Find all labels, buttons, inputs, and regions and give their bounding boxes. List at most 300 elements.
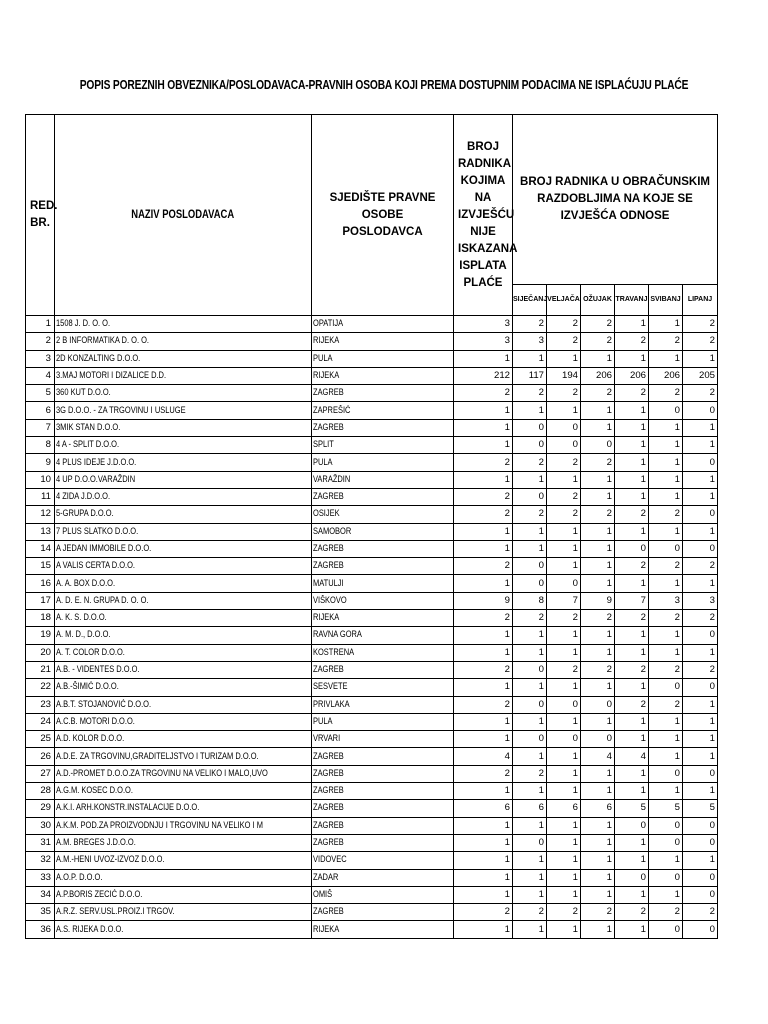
cell-svibanj: 0 bbox=[649, 869, 683, 886]
cell-sijecanj: 1 bbox=[513, 644, 547, 661]
cell-veljaca: 2 bbox=[547, 316, 581, 333]
cell-broj: 2 bbox=[454, 661, 513, 678]
cell-sijecanj: 2 bbox=[513, 316, 547, 333]
cell-broj: 1 bbox=[454, 627, 513, 644]
cell-broj: 1 bbox=[454, 713, 513, 730]
cell-ozujak: 1 bbox=[581, 558, 615, 575]
cell-ozujak: 1 bbox=[581, 523, 615, 540]
cell-red-br: 18 bbox=[26, 610, 55, 627]
cell-naziv: 2D KONZALTING D.O.O. bbox=[55, 350, 312, 367]
cell-ozujak: 206 bbox=[581, 367, 615, 384]
cell-travanj: 1 bbox=[615, 921, 649, 938]
cell-veljaca: 1 bbox=[547, 817, 581, 834]
cell-ozujak: 1 bbox=[581, 852, 615, 869]
cell-lipanj: 1 bbox=[683, 523, 718, 540]
cell-ozujak: 1 bbox=[581, 419, 615, 436]
cell-naziv: 1508 J. D. O. O. bbox=[55, 316, 312, 333]
cell-red-br: 1 bbox=[26, 316, 55, 333]
cell-ozujak: 1 bbox=[581, 679, 615, 696]
cell-lipanj: 1 bbox=[683, 852, 718, 869]
cell-ozujak: 2 bbox=[581, 904, 615, 921]
cell-veljaca: 0 bbox=[547, 419, 581, 436]
cell-veljaca: 1 bbox=[547, 921, 581, 938]
cell-sjediste: PULA bbox=[312, 454, 454, 471]
cell-lipanj: 2 bbox=[683, 904, 718, 921]
cell-travanj: 1 bbox=[615, 471, 649, 488]
table-row bbox=[26, 921, 718, 938]
cell-broj: 1 bbox=[454, 644, 513, 661]
cell-broj: 1 bbox=[454, 575, 513, 592]
cell-lipanj: 1 bbox=[683, 419, 718, 436]
cell-naziv: A.M.-HENI UVOZ-IZVOZ D.O.O. bbox=[55, 852, 312, 869]
cell-lipanj: 1 bbox=[683, 488, 718, 505]
cell-ozujak: 4 bbox=[581, 748, 615, 765]
cell-sjediste: RIJEKA bbox=[312, 333, 454, 350]
header-razdoblja: BROJ RADNIKA U OBRAČUNSKIM RAZDOBLJIMA NA KOJE SE IZVJEŠĆA ODNOSE bbox=[513, 115, 718, 285]
cell-red-br: 8 bbox=[26, 437, 55, 454]
page-title: POPIS POREZNIH OBVEZNIKA/POSLODAVACA-PRAVNIH OSOBA KOJI PREMA DOSTUPNIM PODACIMA NE ISPLAĆUJU PLAĆE bbox=[79, 78, 689, 92]
cell-sjediste: OSIJEK bbox=[312, 506, 454, 523]
header-month-lipanj: LIPANJ bbox=[683, 284, 718, 315]
cell-travanj: 0 bbox=[615, 540, 649, 557]
cell-lipanj: 2 bbox=[683, 558, 718, 575]
cell-naziv: 4 A - SPLIT D.O.O. bbox=[55, 437, 312, 454]
cell-veljaca: 1 bbox=[547, 644, 581, 661]
cell-sjediste: ZAGREB bbox=[312, 748, 454, 765]
cell-lipanj: 205 bbox=[683, 367, 718, 384]
cell-svibanj: 1 bbox=[649, 713, 683, 730]
cell-red-br: 20 bbox=[26, 644, 55, 661]
cell-red-br: 36 bbox=[26, 921, 55, 938]
cell-travanj: 2 bbox=[615, 696, 649, 713]
cell-red-br: 19 bbox=[26, 627, 55, 644]
cell-sjediste: ZAGREB bbox=[312, 661, 454, 678]
cell-broj: 1 bbox=[454, 402, 513, 419]
cell-red-br: 15 bbox=[26, 558, 55, 575]
cell-sjediste: RIJEKA bbox=[312, 921, 454, 938]
cell-sijecanj: 0 bbox=[513, 661, 547, 678]
cell-broj: 4 bbox=[454, 748, 513, 765]
cell-ozujak: 2 bbox=[581, 316, 615, 333]
cell-travanj: 1 bbox=[615, 765, 649, 782]
header-month-svibanj: SVIBANJ bbox=[649, 284, 683, 315]
cell-travanj: 1 bbox=[615, 575, 649, 592]
cell-naziv: A.K.I. ARH.KONSTR.INSTALACIJE D.O.O. bbox=[55, 800, 312, 817]
cell-svibanj: 1 bbox=[649, 437, 683, 454]
cell-red-br: 12 bbox=[26, 506, 55, 523]
cell-sijecanj: 1 bbox=[513, 869, 547, 886]
cell-ozujak: 1 bbox=[581, 783, 615, 800]
cell-ozujak: 9 bbox=[581, 592, 615, 609]
cell-lipanj: 0 bbox=[683, 506, 718, 523]
cell-broj: 1 bbox=[454, 523, 513, 540]
cell-veljaca: 1 bbox=[547, 783, 581, 800]
cell-naziv: 5-GRUPA D.O.O. bbox=[55, 506, 312, 523]
cell-travanj: 4 bbox=[615, 748, 649, 765]
cell-broj: 2 bbox=[454, 454, 513, 471]
cell-sjediste: RAVNA GORA bbox=[312, 627, 454, 644]
cell-svibanj: 206 bbox=[649, 367, 683, 384]
cell-sjediste: ZAGREB bbox=[312, 385, 454, 402]
cell-lipanj: 0 bbox=[683, 627, 718, 644]
table-row bbox=[26, 454, 718, 471]
cell-svibanj: 2 bbox=[649, 696, 683, 713]
cell-naziv: A.P.BORIS ZECIĆ D.O.O. bbox=[55, 886, 312, 903]
cell-svibanj: 1 bbox=[649, 350, 683, 367]
cell-travanj: 1 bbox=[615, 644, 649, 661]
cell-red-br: 2 bbox=[26, 333, 55, 350]
cell-sjediste: ZAPREŠIĆ bbox=[312, 402, 454, 419]
cell-naziv: 3.MAJ MOTORI I DIZALICE D.D. bbox=[55, 367, 312, 384]
cell-naziv: A. T. COLOR D.O.O. bbox=[55, 644, 312, 661]
cell-lipanj: 0 bbox=[683, 540, 718, 557]
cell-lipanj: 0 bbox=[683, 886, 718, 903]
cell-ozujak: 2 bbox=[581, 506, 615, 523]
cell-lipanj: 1 bbox=[683, 783, 718, 800]
cell-lipanj: 2 bbox=[683, 661, 718, 678]
cell-ozujak: 2 bbox=[581, 610, 615, 627]
cell-ozujak: 1 bbox=[581, 402, 615, 419]
cell-broj: 3 bbox=[454, 333, 513, 350]
cell-naziv: 7 PLUS SLATKO D.O.O. bbox=[55, 523, 312, 540]
cell-naziv: A.M. BREGES J.D.O.O. bbox=[55, 834, 312, 851]
cell-red-br: 9 bbox=[26, 454, 55, 471]
cell-sjediste: ZAGREB bbox=[312, 540, 454, 557]
cell-veljaca: 0 bbox=[547, 696, 581, 713]
cell-svibanj: 1 bbox=[649, 488, 683, 505]
table-row bbox=[26, 869, 718, 886]
cell-broj: 1 bbox=[454, 679, 513, 696]
cell-red-br: 3 bbox=[26, 350, 55, 367]
table-row bbox=[26, 385, 718, 402]
cell-broj: 2 bbox=[454, 765, 513, 782]
table-row bbox=[26, 333, 718, 350]
cell-travanj: 206 bbox=[615, 367, 649, 384]
cell-naziv: A VALIS CERTA D.O.O. bbox=[55, 558, 312, 575]
cell-travanj: 1 bbox=[615, 852, 649, 869]
cell-travanj: 1 bbox=[615, 402, 649, 419]
cell-svibanj: 1 bbox=[649, 783, 683, 800]
table-row bbox=[26, 713, 718, 730]
cell-red-br: 22 bbox=[26, 679, 55, 696]
cell-naziv: 3G D.O.O. - ZA TRGOVINU I USLUGE bbox=[55, 402, 312, 419]
header-red-br: RED. BR. bbox=[26, 115, 55, 316]
table-row bbox=[26, 558, 718, 575]
cell-sijecanj: 6 bbox=[513, 800, 547, 817]
cell-broj: 1 bbox=[454, 540, 513, 557]
cell-veljaca: 2 bbox=[547, 454, 581, 471]
cell-svibanj: 1 bbox=[649, 471, 683, 488]
cell-sjediste: VIDOVEC bbox=[312, 852, 454, 869]
cell-lipanj: 0 bbox=[683, 869, 718, 886]
cell-broj: 1 bbox=[454, 419, 513, 436]
cell-broj: 2 bbox=[454, 610, 513, 627]
cell-svibanj: 2 bbox=[649, 506, 683, 523]
cell-sijecanj: 1 bbox=[513, 886, 547, 903]
cell-svibanj: 2 bbox=[649, 558, 683, 575]
cell-ozujak: 2 bbox=[581, 661, 615, 678]
table-row bbox=[26, 679, 718, 696]
cell-lipanj: 1 bbox=[683, 350, 718, 367]
table-row bbox=[26, 419, 718, 436]
table-row bbox=[26, 350, 718, 367]
cell-ozujak: 1 bbox=[581, 765, 615, 782]
cell-broj: 1 bbox=[454, 834, 513, 851]
cell-lipanj: 2 bbox=[683, 316, 718, 333]
cell-sjediste: OMIŠ bbox=[312, 886, 454, 903]
cell-sijecanj: 8 bbox=[513, 592, 547, 609]
cell-travanj: 2 bbox=[615, 610, 649, 627]
cell-travanj: 2 bbox=[615, 904, 649, 921]
header-naziv: NAZIV POSLODAVACA bbox=[55, 115, 312, 316]
cell-sjediste: PULA bbox=[312, 713, 454, 730]
cell-sjediste: RIJEKA bbox=[312, 367, 454, 384]
cell-lipanj: 5 bbox=[683, 800, 718, 817]
cell-ozujak: 1 bbox=[581, 817, 615, 834]
cell-sjediste: ZAGREB bbox=[312, 834, 454, 851]
cell-ozujak: 1 bbox=[581, 488, 615, 505]
cell-red-br: 25 bbox=[26, 731, 55, 748]
cell-travanj: 1 bbox=[615, 679, 649, 696]
cell-sjediste: ZAGREB bbox=[312, 783, 454, 800]
cell-svibanj: 0 bbox=[649, 921, 683, 938]
cell-veljaca: 194 bbox=[547, 367, 581, 384]
cell-veljaca: 1 bbox=[547, 852, 581, 869]
cell-lipanj: 0 bbox=[683, 679, 718, 696]
cell-veljaca: 1 bbox=[547, 748, 581, 765]
cell-broj: 2 bbox=[454, 488, 513, 505]
cell-travanj: 1 bbox=[615, 454, 649, 471]
cell-svibanj: 1 bbox=[649, 454, 683, 471]
cell-broj: 1 bbox=[454, 886, 513, 903]
cell-svibanj: 2 bbox=[649, 610, 683, 627]
cell-veljaca: 1 bbox=[547, 765, 581, 782]
cell-sijecanj: 0 bbox=[513, 419, 547, 436]
cell-naziv: A.R.Z. SERV.USL.PROIZ.I TRGOV. bbox=[55, 904, 312, 921]
cell-broj: 2 bbox=[454, 385, 513, 402]
cell-sijecanj: 1 bbox=[513, 679, 547, 696]
cell-lipanj: 1 bbox=[683, 748, 718, 765]
cell-red-br: 28 bbox=[26, 783, 55, 800]
cell-ozujak: 0 bbox=[581, 731, 615, 748]
cell-ozujak: 1 bbox=[581, 921, 615, 938]
cell-sijecanj: 0 bbox=[513, 575, 547, 592]
cell-veljaca: 2 bbox=[547, 661, 581, 678]
cell-naziv: A.S. RIJEKA D.O.O. bbox=[55, 921, 312, 938]
cell-travanj: 7 bbox=[615, 592, 649, 609]
cell-svibanj: 1 bbox=[649, 523, 683, 540]
cell-red-br: 34 bbox=[26, 886, 55, 903]
cell-svibanj: 1 bbox=[649, 886, 683, 903]
table-row bbox=[26, 800, 718, 817]
cell-red-br: 27 bbox=[26, 765, 55, 782]
cell-broj: 1 bbox=[454, 731, 513, 748]
cell-sjediste: RIJEKA bbox=[312, 610, 454, 627]
cell-sijecanj: 1 bbox=[513, 852, 547, 869]
table-row bbox=[26, 402, 718, 419]
cell-veljaca: 1 bbox=[547, 834, 581, 851]
table-row bbox=[26, 540, 718, 557]
cell-naziv: A.B.T. STOJANOVIĆ D.O.O. bbox=[55, 696, 312, 713]
cell-sijecanj: 117 bbox=[513, 367, 547, 384]
cell-travanj: 2 bbox=[615, 506, 649, 523]
cell-broj: 1 bbox=[454, 783, 513, 800]
cell-red-br: 23 bbox=[26, 696, 55, 713]
header-month-ozujak: OŽUJAK bbox=[581, 284, 615, 315]
cell-naziv: 3MIK STAN D.O.O. bbox=[55, 419, 312, 436]
cell-ozujak: 2 bbox=[581, 385, 615, 402]
cell-travanj: 1 bbox=[615, 350, 649, 367]
cell-broj: 2 bbox=[454, 904, 513, 921]
cell-ozujak: 1 bbox=[581, 834, 615, 851]
cell-veljaca: 1 bbox=[547, 869, 581, 886]
table-row bbox=[26, 627, 718, 644]
cell-ozujak: 1 bbox=[581, 540, 615, 557]
cell-naziv: A.O.P. D.O.O. bbox=[55, 869, 312, 886]
table-body bbox=[26, 316, 718, 939]
cell-sjediste: ZAGREB bbox=[312, 765, 454, 782]
cell-lipanj: 1 bbox=[683, 471, 718, 488]
cell-naziv: A. D. E. N. GRUPA D. O. O. bbox=[55, 592, 312, 609]
cell-lipanj: 0 bbox=[683, 765, 718, 782]
cell-ozujak: 0 bbox=[581, 696, 615, 713]
cell-svibanj: 2 bbox=[649, 904, 683, 921]
cell-red-br: 16 bbox=[26, 575, 55, 592]
cell-sjediste: VARAŽDIN bbox=[312, 471, 454, 488]
cell-travanj: 1 bbox=[615, 488, 649, 505]
cell-naziv: 4 PLUS IDEJE J.D.O.O. bbox=[55, 454, 312, 471]
cell-sijecanj: 1 bbox=[513, 817, 547, 834]
cell-svibanj: 0 bbox=[649, 817, 683, 834]
cell-broj: 1 bbox=[454, 817, 513, 834]
cell-red-br: 35 bbox=[26, 904, 55, 921]
table-row bbox=[26, 610, 718, 627]
cell-svibanj: 1 bbox=[649, 731, 683, 748]
cell-travanj: 5 bbox=[615, 800, 649, 817]
cell-svibanj: 0 bbox=[649, 679, 683, 696]
table-row bbox=[26, 506, 718, 523]
cell-ozujak: 6 bbox=[581, 800, 615, 817]
cell-naziv: A.D.-PROMET D.O.O.ZA TRGOVINU NA VELIKO I MALO,UVO bbox=[55, 765, 312, 782]
cell-naziv: A. A. BOX D.O.O. bbox=[55, 575, 312, 592]
table-row bbox=[26, 592, 718, 609]
cell-travanj: 0 bbox=[615, 869, 649, 886]
cell-broj: 2 bbox=[454, 558, 513, 575]
table-row bbox=[26, 661, 718, 678]
cell-sjediste: ZAGREB bbox=[312, 558, 454, 575]
cell-ozujak: 1 bbox=[581, 575, 615, 592]
table-row bbox=[26, 575, 718, 592]
table-row bbox=[26, 523, 718, 540]
employers-table bbox=[25, 114, 718, 939]
cell-ozujak: 1 bbox=[581, 886, 615, 903]
cell-veljaca: 7 bbox=[547, 592, 581, 609]
header-broj-radnika: BROJ RADNIKA KOJIMA NA IZVJEŠĆU NIJE ISKAZANA ISPLATA PLAĆE bbox=[454, 115, 513, 316]
cell-ozujak: 0 bbox=[581, 437, 615, 454]
cell-lipanj: 2 bbox=[683, 385, 718, 402]
cell-svibanj: 5 bbox=[649, 800, 683, 817]
cell-sijecanj: 1 bbox=[513, 748, 547, 765]
cell-sijecanj: 0 bbox=[513, 834, 547, 851]
cell-travanj: 2 bbox=[615, 385, 649, 402]
cell-naziv: A.K.M. POD.ZA PROIZVODNJU I TRGOVINU NA VELIKO I M bbox=[55, 817, 312, 834]
cell-lipanj: 1 bbox=[683, 713, 718, 730]
cell-travanj: 1 bbox=[615, 419, 649, 436]
cell-veljaca: 0 bbox=[547, 731, 581, 748]
cell-naziv: 4 ZIDA J.D.O.O. bbox=[55, 488, 312, 505]
cell-veljaca: 1 bbox=[547, 523, 581, 540]
cell-naziv: A.D.E. ZA TRGOVINU,GRADITELJSTVO I TURIZAM D.O.O. bbox=[55, 748, 312, 765]
cell-sijecanj: 0 bbox=[513, 488, 547, 505]
cell-veljaca: 1 bbox=[547, 471, 581, 488]
cell-travanj: 1 bbox=[615, 627, 649, 644]
table-row bbox=[26, 748, 718, 765]
cell-veljaca: 1 bbox=[547, 713, 581, 730]
cell-red-br: 26 bbox=[26, 748, 55, 765]
cell-lipanj: 0 bbox=[683, 817, 718, 834]
cell-veljaca: 6 bbox=[547, 800, 581, 817]
cell-sjediste: ZAGREB bbox=[312, 488, 454, 505]
cell-travanj: 1 bbox=[615, 713, 649, 730]
cell-broj: 1 bbox=[454, 437, 513, 454]
cell-veljaca: 1 bbox=[547, 627, 581, 644]
cell-red-br: 31 bbox=[26, 834, 55, 851]
cell-sijecanj: 1 bbox=[513, 402, 547, 419]
cell-svibanj: 3 bbox=[649, 592, 683, 609]
cell-broj: 3 bbox=[454, 316, 513, 333]
cell-svibanj: 2 bbox=[649, 333, 683, 350]
cell-travanj: 1 bbox=[615, 731, 649, 748]
table-row bbox=[26, 852, 718, 869]
cell-svibanj: 2 bbox=[649, 661, 683, 678]
cell-sijecanj: 1 bbox=[513, 523, 547, 540]
header-month-travanj: TRAVANJ bbox=[615, 284, 649, 315]
cell-svibanj: 1 bbox=[649, 627, 683, 644]
cell-svibanj: 1 bbox=[649, 575, 683, 592]
cell-veljaca: 1 bbox=[547, 540, 581, 557]
cell-red-br: 30 bbox=[26, 817, 55, 834]
table-row bbox=[26, 316, 718, 333]
cell-ozujak: 1 bbox=[581, 471, 615, 488]
cell-naziv: A.B. - VIDENTES D.O.O. bbox=[55, 661, 312, 678]
cell-red-br: 11 bbox=[26, 488, 55, 505]
cell-sjediste: VIŠKOVO bbox=[312, 592, 454, 609]
cell-svibanj: 0 bbox=[649, 402, 683, 419]
cell-broj: 212 bbox=[454, 367, 513, 384]
cell-red-br: 7 bbox=[26, 419, 55, 436]
cell-ozujak: 1 bbox=[581, 350, 615, 367]
cell-veljaca: 2 bbox=[547, 904, 581, 921]
cell-naziv: A. K. S. D.O.O. bbox=[55, 610, 312, 627]
cell-sjediste: PRIVLAKA bbox=[312, 696, 454, 713]
cell-svibanj: 1 bbox=[649, 419, 683, 436]
cell-sijecanj: 1 bbox=[513, 471, 547, 488]
cell-naziv: A.C.B. MOTORI D.O.O. bbox=[55, 713, 312, 730]
cell-sijecanj: 1 bbox=[513, 627, 547, 644]
cell-svibanj: 0 bbox=[649, 765, 683, 782]
cell-broj: 9 bbox=[454, 592, 513, 609]
cell-veljaca: 1 bbox=[547, 886, 581, 903]
cell-svibanj: 2 bbox=[649, 385, 683, 402]
table-row bbox=[26, 783, 718, 800]
cell-sijecanj: 2 bbox=[513, 765, 547, 782]
cell-travanj: 0 bbox=[615, 817, 649, 834]
cell-naziv: A.D. KOLOR D.O.O. bbox=[55, 731, 312, 748]
cell-sijecanj: 1 bbox=[513, 350, 547, 367]
cell-broj: 6 bbox=[454, 800, 513, 817]
cell-veljaca: 2 bbox=[547, 333, 581, 350]
cell-lipanj: 1 bbox=[683, 696, 718, 713]
